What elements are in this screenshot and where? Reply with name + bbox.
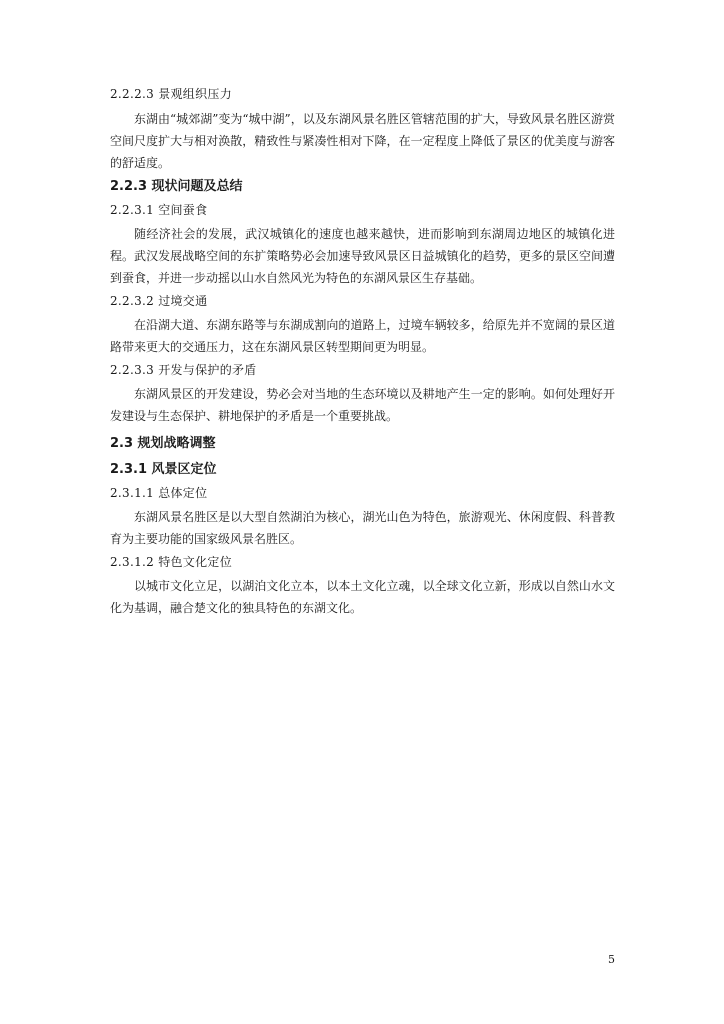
page-content <box>110 86 615 619</box>
subsection-heading-2223: 2.2.2.3 景观组织压力 <box>110 87 232 101</box>
paragraph-2233: 东湖风景区的开发建设，势必会对当地的生态环境以及耕地产生一定的影响。如何处理好开发建设与生态保护、耕地保护的矛盾是一个重要挑战。 <box>110 387 615 423</box>
paragraph-2311: 东湖风景名胜区是以大型自然湖泊为核心，湖光山色为特色，旅游观光、休闲度假、科普教育为主要功能的国家级风景名胜区。 <box>110 510 615 546</box>
subsection-heading-2231: 2.2.3.1 空间蚕食 <box>110 203 208 217</box>
paragraph-2231: 随经济社会的发展，武汉城镇化的速度也越来越快，进而影响到东湖周边地区的城镇化进程。武汉发展战略空间的东扩策略势必会加速导致风景区日益城镇化的趋势，更多的景区空间遭到蚕食，并进一步动摇以山水自然风光为特色的东湖风景区生存基础。 <box>110 227 615 285</box>
subsection-heading-2311: 2.3.1.1 总体定位 <box>110 486 208 500</box>
section-heading-223: 2.2.3 现状问题及总结 <box>110 179 243 194</box>
paragraph-2232: 在沿湖大道、东湖东路等与东湖成割向的道路上，过境车辆较多，给原先并不宽阔的景区道路带来更大的交通压力，这在东湖风景区转型期间更为明显。 <box>110 318 615 354</box>
section-heading-231: 2.3.1 风景区定位 <box>110 462 217 477</box>
subsection-heading-2232: 2.2.3.2 过境交通 <box>110 294 208 308</box>
section-heading-23: 2.3 规划战略调整 <box>110 436 216 451</box>
paragraph-2312: 以城市文化立足，以湖泊文化立本，以本土文化立魂，以全球文化立新，形成以自然山水文化为基调，融合楚文化的独具特色的东湖文化。 <box>110 579 615 615</box>
page-number: 5 <box>608 953 615 966</box>
subsection-heading-2312: 2.3.1.2 特色文化定位 <box>110 555 232 569</box>
subsection-heading-2233: 2.2.3.3 开发与保护的矛盾 <box>110 363 257 377</box>
paragraph-2223: 东湖由“城郊湖”变为“城中湖”，以及东湖风景名胜区管辖范围的扩大，导致风景名胜区游赏空间尺度扩大与相对涣散，精致性与紧凑性相对下降，在一定程度上降低了景区的优美度与游客的舒适度。 <box>110 112 615 170</box>
